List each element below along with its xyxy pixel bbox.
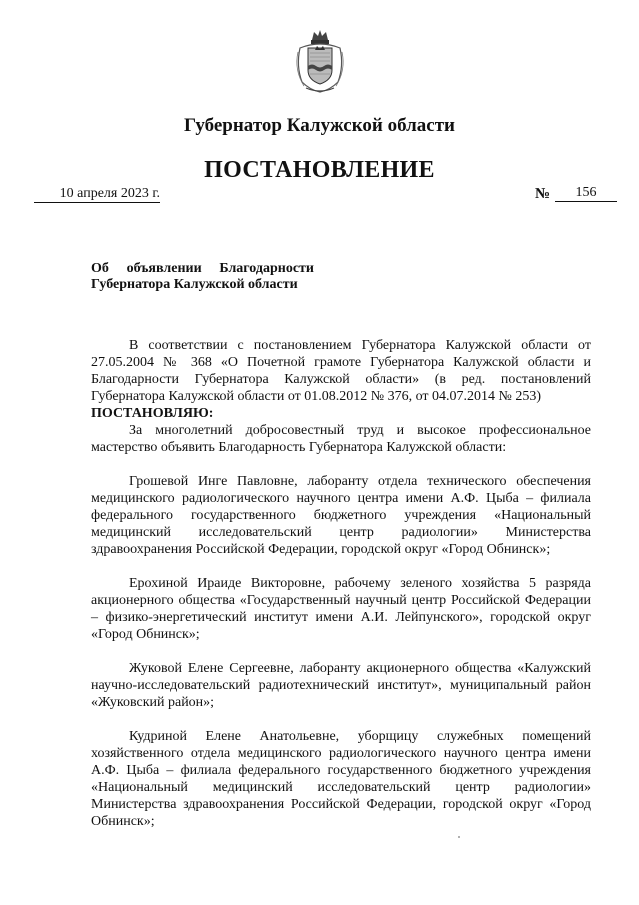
document-date: 10 апреля 2023 г. [34, 186, 160, 203]
decree-heading: ПОСТАНОВЛЯЮ: [91, 406, 214, 421]
scan-speck [458, 836, 460, 838]
subject-line-1: Об объявлении Благодарности [91, 261, 314, 276]
awardee-paragraph: Кудриной Елене Анатольевне, уборщицу служебных помещений хозяйственного отдела медицинского радиологического научного центра имени А.Ф. Цыба – филиала федерального государственного бюджетного учреждения «Национальный медицинский исследовательский центр радиологии» Министерства здравоохранения Российской Федерации, городской округ «Город Обнинск»; [91, 729, 591, 829]
awardee-paragraph: Жуковой Елене Сергеевне, лаборанту акционерного общества «Калужский научно-исследовательский радиотехнический институт», муниципальный район «Жуковский район»; [91, 661, 591, 710]
document-subject [91, 261, 314, 293]
awardee-paragraph: Ерохиной Ираиде Викторовне, рабочему зеленого хозяйства 5 разряда акционерного общества «Государственный научный центр Российской Федерации – физико-энергетический институт имени А.И. Лейпунского», городской округ «Город Обнинск»; [91, 576, 591, 642]
document-body [91, 337, 591, 830]
kaluga-coat-of-arms-icon [292, 26, 348, 94]
subject-line-2: Губернатора Калужской области [91, 277, 298, 292]
document-number: 156 [555, 186, 617, 202]
number-label: № [535, 186, 551, 202]
document-type-title: ПОСТАНОВЛЕНИЕ [204, 157, 435, 183]
issuer-heading: Губернатор Калужской области [184, 115, 455, 136]
intro-paragraph: За многолетний добросовестный труд и высокое профессиональное мастерство объявить Благодарность Губернатора Калужской области: [91, 423, 591, 455]
awardee-paragraph: Грошевой Инге Павловне, лаборанту отдела технического обеспечения медицинского радиологического научного центра имени А.Ф. Цыба – филиала федерального государственного бюджетного учреждения «Национальный медицинский исследовательский центр радиологии» Министерства здравоохранения Российской Федерации, городской округ «Город Обнинск»; [91, 474, 591, 557]
preamble-paragraph: В соответствии с постановлением Губернатора Калужской области от 27.05.2004 № 368 «О Почетной грамоте Губернатора Калужской области и Благодарности Губернатора Калужской области» (в ред. постановлений Губернатора Калужской области от 01.08.2012 № 376, от 04.07.2014 № 253) [91, 338, 591, 404]
